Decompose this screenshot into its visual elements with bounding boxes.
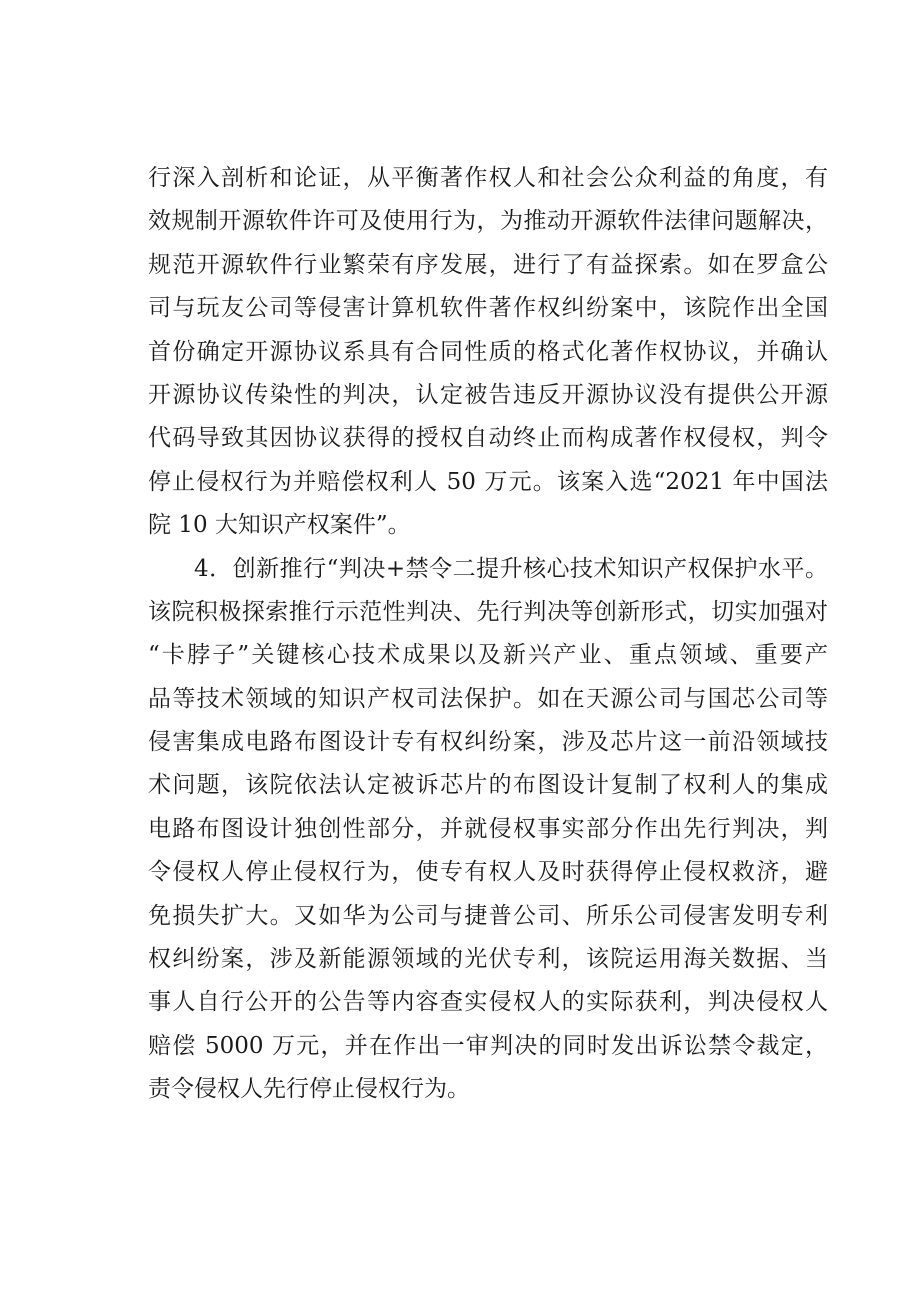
paragraph-line: 权纠纷案，涉及新能源领域的光伏专利，该院运用海关数据、当 — [148, 946, 828, 973]
paragraph-line: 首份确定开源协议系具有合同性质的格式化著作权协议，并确认 — [148, 338, 828, 365]
paragraph-line: 责令侵权人先行停止侵权行为。 — [148, 1076, 470, 1103]
paragraph-line: 代码导致其因协议获得的授权自动终止而构成著作权侵权，判令 — [148, 425, 828, 452]
paragraph-line: 规范开源软件行业繁荣有序发展，进行了有益探索。如在罗盒公 — [148, 251, 828, 278]
paragraph-line: 赔偿 5000 万元，并在作出一审判决的同时发出诉讼禁令裁定， — [148, 1032, 828, 1059]
paragraph-line: 免损失扩大。又如华为公司与捷普公司、所乐公司侵害发明专利 — [148, 902, 828, 929]
paragraph-line: 效规制开源软件许可及使用行为，为推动开源软件法律问题解决， — [148, 208, 828, 235]
paragraph-line: 电路布图设计独创性部分，并就侵权事实部分作出先行判决，判 — [148, 815, 828, 842]
paragraph-line: 品等技术领域的知识产权司法保护。如在天源公司与国芯公司等 — [148, 685, 828, 712]
paragraph-line: 令侵权人停止侵权行为，使专有权人及时获得停止侵权救济，避 — [148, 859, 828, 886]
paragraph-line: 司与玩友公司等侵害计算机软件著作权纠纷案中，该院作出全国 — [148, 295, 828, 322]
paragraph-line: 院 10 大知识产权案件”。 — [148, 512, 411, 539]
paragraph-line: 行深入剖析和论证，从平衡著作权人和社会公众利益的角度，有 — [148, 165, 828, 191]
document-body — [148, 157, 828, 1112]
paragraph-line: 侵害集成电路布图设计专有权纠纷案，涉及芯片这一前沿领域技 — [148, 729, 828, 756]
paragraph-line: 停止侵权行为并赔偿权利人 50 万元。该案入选“2021 年中国法 — [148, 468, 828, 495]
paragraph-line: 事人自行公开的公告等内容查实侵权人的实际获利，判决侵权人 — [148, 989, 828, 1016]
paragraph-line: 开源协议传染性的判决，认定被告违反开源协议没有提供公开源 — [148, 381, 828, 408]
paragraph-line: 术问题，该院依法认定被诉芯片的布图设计复制了权利人的集成 — [148, 772, 828, 799]
paragraph-line: “卡脖子”关键核心技术成果以及新兴产业、重点领域、重要产 — [148, 642, 828, 669]
section-heading-line: 4．创新推行“判决+禁令二提升核心技术知识产权保护水平。 — [194, 555, 828, 582]
paragraph-line: 该院积极探索推行示范性判决、先行判决等创新形式，切实加强对 — [148, 598, 828, 625]
